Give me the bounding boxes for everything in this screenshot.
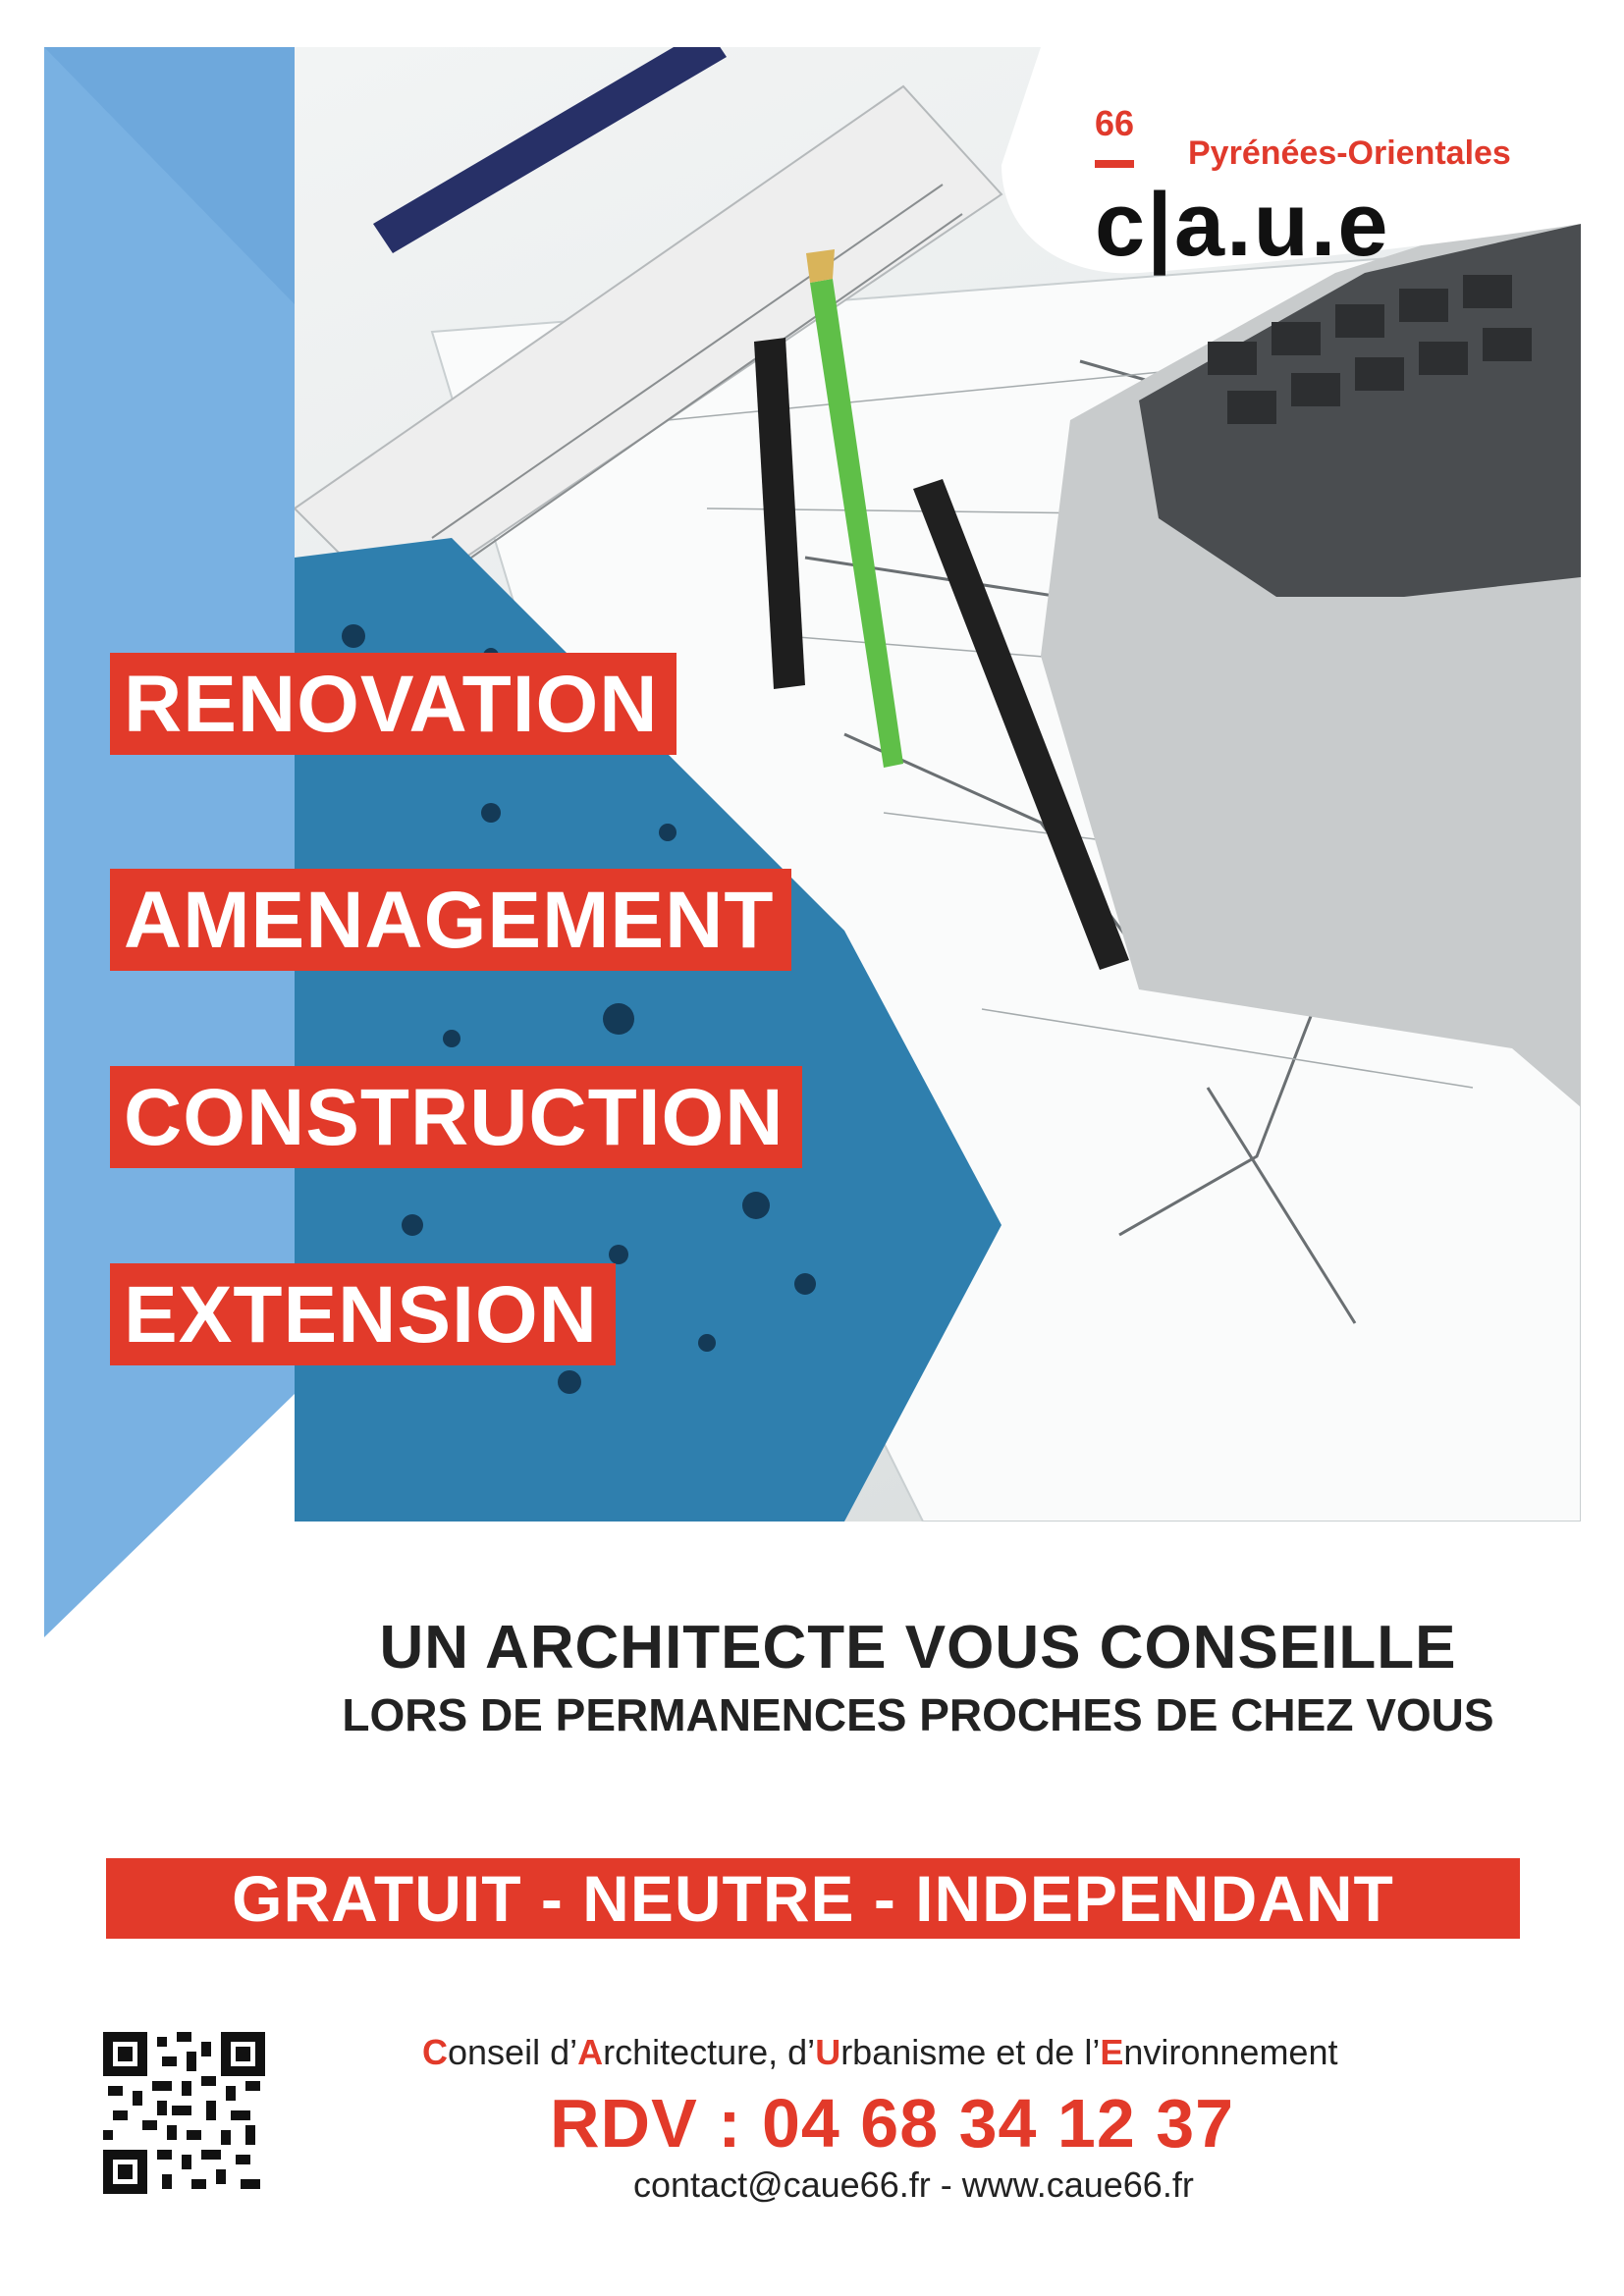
- conseil-segment: rchitecture, d’: [603, 2032, 816, 2072]
- conseil-full-name: [422, 2032, 1337, 2073]
- conseil-segment: onseil d’: [448, 2032, 578, 2072]
- conseil-initial: U: [815, 2032, 841, 2072]
- conseil-segment: rbanisme et de l’: [840, 2032, 1101, 2072]
- keyword-construction: CONSTRUCTION: [110, 1066, 802, 1168]
- values-banner: GRATUIT - NEUTRE - INDEPENDANT: [106, 1858, 1520, 1939]
- logo-acronym: c|a.u.e: [1095, 175, 1390, 275]
- headline: UN ARCHITECTE VOUS CONSEILLE: [379, 1614, 1457, 1682]
- keyword-renovation: RENOVATION: [110, 653, 677, 755]
- logo-number: 66: [1095, 103, 1135, 143]
- keyword-extension: EXTENSION: [110, 1263, 616, 1365]
- qr-code-icon[interactable]: [103, 2032, 265, 2194]
- contact-line[interactable]: contact@caue66.fr - www.caue66.fr: [633, 2164, 1194, 2205]
- conseil-initial: C: [422, 2032, 448, 2072]
- subline: LORS DE PERMANENCES PROCHES DE CHEZ VOUS: [342, 1689, 1494, 1740]
- conseil-initial: E: [1100, 2032, 1124, 2072]
- logo-region: Pyrénées-Orientales: [1188, 134, 1511, 172]
- keyword-amenagement: AMENAGEMENT: [110, 869, 791, 971]
- logo-dash: [1095, 160, 1134, 168]
- rdv-phone[interactable]: RDV : 04 68 34 12 37: [550, 2085, 1235, 2162]
- conseil-segment: nvironnement: [1123, 2032, 1338, 2072]
- conseil-initial: A: [577, 2032, 604, 2072]
- caue-logo: [1095, 103, 1566, 290]
